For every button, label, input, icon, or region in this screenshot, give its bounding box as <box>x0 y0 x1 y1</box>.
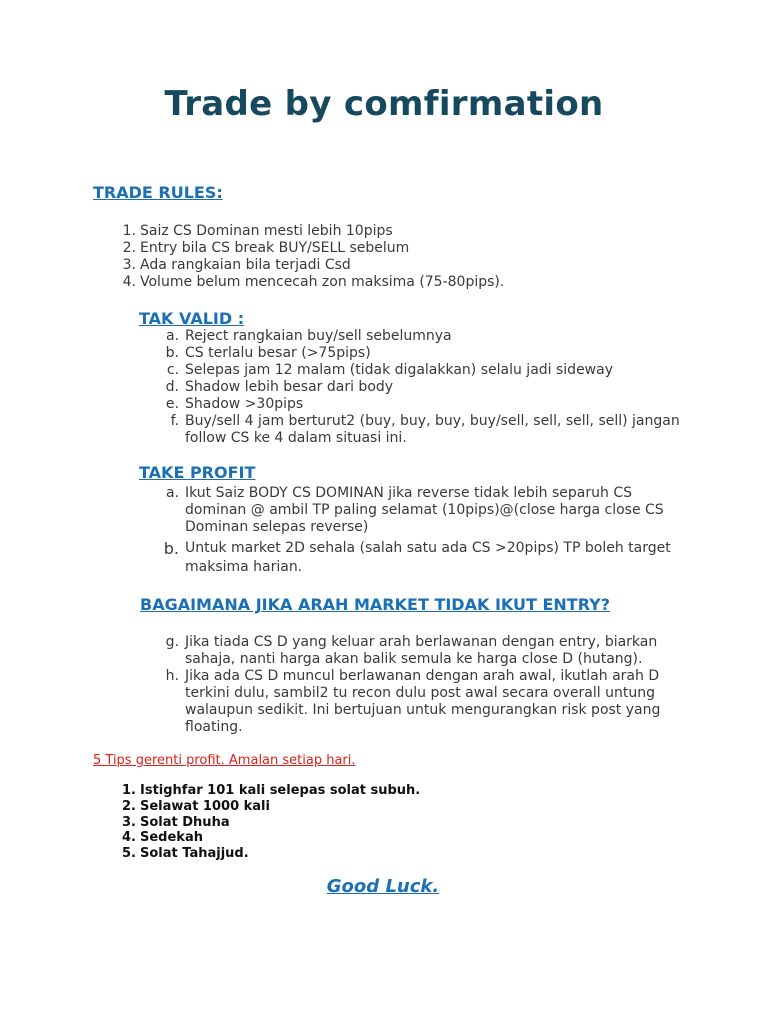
list-text: Untuk market 2D sehala (salah satu ada CS >20pips) TP boleh target maksima harian. <box>185 540 671 575</box>
list-text: Entry bila CS break BUY/SELL sebelum <box>140 240 410 256</box>
tips-intro: 5 Tips gerenti profit. Amalan setiap hari. <box>93 753 356 768</box>
list-item <box>161 485 681 536</box>
list-letter: c. <box>166 362 179 378</box>
list-letter: b. <box>163 539 179 558</box>
list-number: 2. <box>122 798 136 814</box>
list-item <box>161 379 681 396</box>
list-text: Selawat 1000 kali <box>140 798 270 814</box>
list-item <box>161 634 681 668</box>
list-item <box>161 396 681 413</box>
trade-rules-list <box>114 223 674 291</box>
take-profit-list <box>161 485 681 577</box>
take-profit-heading: TAKE PROFIT <box>139 463 256 482</box>
list-item <box>114 846 534 862</box>
list-number: 1. <box>122 783 136 798</box>
list-item <box>161 668 681 736</box>
list-letter: a. <box>165 328 179 344</box>
list-letter: h. <box>165 668 179 684</box>
list-item <box>161 413 681 447</box>
list-item <box>114 783 534 799</box>
list-number: 2. <box>122 240 136 256</box>
list-letter: b. <box>165 345 179 361</box>
list-text: Saiz CS Dominan mesti lebih 10pips <box>140 223 393 239</box>
list-item <box>114 815 534 831</box>
list-text: Reject rangkaian buy/sell sebelumnya <box>185 328 452 344</box>
list-letter: g. <box>165 634 179 650</box>
list-item <box>161 328 681 345</box>
list-item <box>161 345 681 362</box>
bagaimana-heading: BAGAIMANA JIKA ARAH MARKET TIDAK IKUT ENTRY? <box>140 595 611 614</box>
list-letter: e. <box>165 396 179 412</box>
list-text: Shadow >30pips <box>185 396 304 412</box>
list-letter: f. <box>170 413 179 429</box>
list-number: 1. <box>122 223 136 239</box>
closing-text: Good Luck. <box>326 876 440 897</box>
list-item <box>161 539 681 577</box>
bagaimana-list <box>161 634 681 736</box>
list-item <box>161 362 681 379</box>
list-item <box>114 274 674 291</box>
list-text: Shadow lebih besar dari body <box>185 379 394 395</box>
list-text: Ikut Saiz BODY CS DOMINAN jika reverse tidak lebih separuh CS dominan @ ambil TP paling selamat (10pips)@(close harga close CS Dominan selepas reverse) <box>185 485 664 535</box>
list-item <box>114 223 674 240</box>
trade-rules-heading: TRADE RULES: <box>93 183 223 202</box>
list-item <box>114 830 534 846</box>
list-number: 4. <box>122 830 136 846</box>
list-letter: d. <box>165 379 179 395</box>
tips-list <box>114 783 534 862</box>
list-number: 4. <box>122 274 136 290</box>
document-title: Trade by comfirmation <box>164 84 604 124</box>
list-item <box>114 799 534 815</box>
list-number: 5. <box>122 846 136 862</box>
list-item <box>114 257 674 274</box>
list-number: 3. <box>122 257 136 273</box>
list-text: Ada rangkaian bila terjadi Csd <box>140 257 351 273</box>
list-text: Volume belum mencecah zon maksima (75-80pips). <box>140 274 505 290</box>
list-text: Selepas jam 12 malam (tidak digalakkan) selalu jadi sideway <box>185 362 613 378</box>
list-text: Jika ada CS D muncul berlawanan dengan arah awal, ikutlah arah D terkini dulu, sambil2 tu recon dulu post awal secara overall untung walaupun sedikit. Ini bertujuan untuk mengurangkan risk post yang floating. <box>185 668 661 735</box>
list-text: Sedekah <box>140 830 203 846</box>
list-text: Solat Tahajjud. <box>140 846 249 862</box>
tak-valid-heading: TAK VALID : <box>139 309 245 328</box>
list-number: 3. <box>122 814 136 830</box>
list-text: Jika tiada CS D yang keluar arah berlawanan dengan entry, biarkan sahaja, nanti harga akan balik semula ke harga close D (hutang). <box>185 634 658 667</box>
tak-valid-list <box>161 328 681 447</box>
list-letter: a. <box>165 485 179 501</box>
list-text: Istighfar 101 kali selepas solat subuh. <box>140 783 421 798</box>
list-text: CS terlalu besar (>75pips) <box>185 345 371 361</box>
list-item <box>114 240 674 257</box>
list-text: Solat Dhuha <box>140 814 230 830</box>
list-text: Buy/sell 4 jam berturut2 (buy, buy, buy, buy/sell, sell, sell, sell) jangan follow CS ke 4 dalam situasi ini. <box>185 413 680 446</box>
